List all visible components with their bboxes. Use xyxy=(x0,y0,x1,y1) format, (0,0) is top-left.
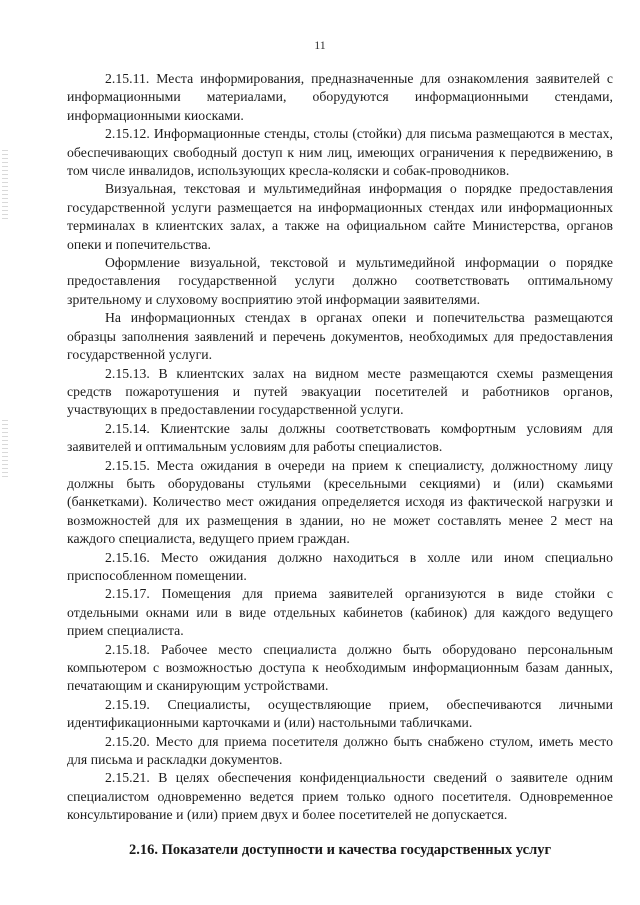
document-body xyxy=(67,70,613,860)
scan-margin-noise-top xyxy=(2,150,8,220)
paragraph-2-15-20: 2.15.20. Место для приема посетителя должно быть снабжено стулом, иметь место для письма и раскладки документов. xyxy=(67,733,613,768)
paragraph-info-stands: На информационных стендах в органах опеки и попечительства размещаются образцы заполнения заявлений и перечень документов, необходимых для предоставления государственной услуги. xyxy=(67,310,613,363)
page-number: 11 xyxy=(314,38,326,52)
scan-margin-noise-middle xyxy=(2,420,8,480)
paragraph-2-15-13: 2.15.13. В клиентских залах на видном месте размещаются схемы размещения средств пожаротушения и путей эвакуации посетителей и работников органов, участвующих в предоставлении государственной услуги. xyxy=(67,365,613,418)
paragraph-2-15-15: 2.15.15. Места ожидания в очереди на прием к специалисту, должностному лицу должны быть оборудованы стульями (кресельными секциями) и (или) скамьями (банкетками). Количество мест ожидания определяется исходя из фактической нагрузки и возможностей для их размещения в здании, но не может составлять менее 2 мест на каждого специалиста, ведущего прием граждан. xyxy=(67,457,613,547)
paragraph-info-design: Оформление визуальной, текстовой и мультимедийной информации о порядке предоставления государственной услуги должно соответствовать оптимальному зрительному и слуховому восприятию этой информации заявителями. xyxy=(67,255,613,307)
paragraph-visual-info: Визуальная, текстовая и мультимедийная информация о порядке предоставления государственной услуги размещается на информационных стендах или информационных терминалах в клиентских залах, а также на официальном сайте Министерства, органов опеки и попечительства. xyxy=(67,181,613,252)
section-heading-2-16: 2.16. Показатели доступности и качества государственных услуг xyxy=(128,841,552,858)
paragraph-2-15-17: 2.15.17. Помещения для приема заявителей организуются в виде стойки с отдельными окнами или в виде отдельных кабинетов (кабинок) для каждого ведущего прием специалиста. xyxy=(67,586,613,639)
paragraph-2-15-11: 2.15.11. Места информирования, предназначенные для ознакомления заявителей с информационными материалами, оборудуются информационными стендами, информационными киосками. xyxy=(67,71,613,123)
paragraph-2-15-14: 2.15.14. Клиентские залы должны соответствовать комфортным условиям для заявителей и оптимальным условиям для работы специалистов. xyxy=(67,420,613,455)
paragraph-2-15-21: 2.15.21. В целях обеспечения конфиденциальности сведений о заявителе одним специалистом одновременно ведется прием только одного посетителя. Одновременное консультирование и (или) прием двух и более посетителей не допускается. xyxy=(67,770,613,823)
paragraph-2-15-12: 2.15.12. Информационные стенды, столы (стойки) для письма размещаются в местах, обеспечивающих свободный доступ к ним лиц, имеющих ограничения к передвижению, в том числе инвалидов, использующих кресла-коляски и собак-проводников. xyxy=(67,126,613,179)
paragraph-2-15-16: 2.15.16. Место ожидания должно находиться в холле или ином специально приспособленном помещении. xyxy=(67,549,613,583)
paragraph-2-15-18: 2.15.18. Рабочее место специалиста должно быть оборудовано персональным компьютером с возможностью доступа к необходимым информационным базам данных, печатающим и сканирующим устройствами. xyxy=(67,641,613,694)
paragraph-2-15-19: 2.15.19. Специалисты, осуществляющие прием, обеспечиваются личными идентификационными карточками и (или) настольными табличками. xyxy=(67,696,613,731)
